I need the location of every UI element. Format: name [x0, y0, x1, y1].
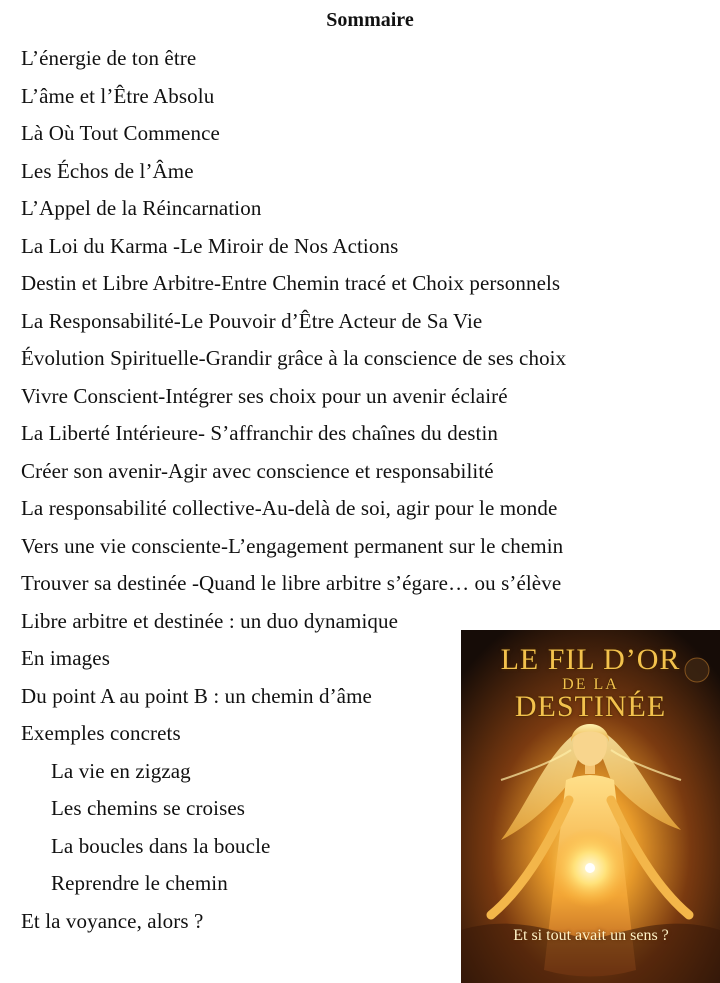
- toc-item: La Loi du Karma -Le Miroir de Nos Actions: [21, 233, 399, 258]
- cover-tagline: Et si tout avait un sens ?: [513, 927, 669, 944]
- toc-item: Évolution Spirituelle-Grandir grâce à la conscience de ses choix: [21, 346, 567, 370]
- cover-title-line3: DESTINÉE: [514, 690, 667, 723]
- toc-item: La Responsabilité-Le Pouvoir d’Être Acteur de Sa Vie: [21, 308, 483, 333]
- toc-subitem: Reprendre le chemin: [51, 871, 228, 895]
- toc-item: Les Échos de l’Âme: [21, 158, 194, 183]
- cover-title-line2: DE LA: [562, 676, 619, 693]
- cover-title-line1: LE FIL D’OR: [500, 643, 681, 676]
- toc-item: L’énergie de ton être: [21, 46, 197, 70]
- toc-item: Et la voyance, alors ?: [21, 908, 204, 933]
- toc-subitem: La boucles dans la boucle: [51, 833, 271, 858]
- toc-item: Destin et Libre Arbitre-Entre Chemin tracé et Choix personnels: [21, 271, 561, 295]
- toc-item: L’âme et l’Être Absolu: [21, 83, 215, 108]
- book-cover: [461, 630, 720, 983]
- toc-item: Du point A au point B : un chemin d’âme: [21, 683, 372, 708]
- toc-item: Trouver sa destinée -Quand le libre arbitre s’égare… ou s’élève: [21, 571, 562, 595]
- toc-item: En images: [21, 646, 110, 670]
- toc-item: La responsabilité collective-Au-delà de soi, agir pour le monde: [21, 496, 558, 520]
- toc-item: L’Appel de la Réincarnation: [21, 196, 262, 220]
- toc-item: Exemples concrets: [21, 721, 181, 745]
- toc-item: La Liberté Intérieure- S’affranchir des chaînes du destin: [21, 421, 499, 445]
- toc-item: Là Où Tout Commence: [21, 121, 220, 145]
- toc-item: Libre arbitre et destinée : un duo dynamique: [21, 608, 399, 633]
- toc-item: Créer son avenir-Agir avec conscience et responsabilité: [21, 458, 494, 483]
- toc-item: Vers une vie consciente-L’engagement permanent sur le chemin: [21, 533, 564, 558]
- toc-subitem: La vie en zigzag: [51, 758, 191, 783]
- toc-subitem: Les chemins se croises: [51, 796, 246, 820]
- page-title: Sommaire: [326, 9, 414, 31]
- toc-item: Vivre Conscient-Intégrer ses choix pour un avenir éclairé: [21, 383, 508, 408]
